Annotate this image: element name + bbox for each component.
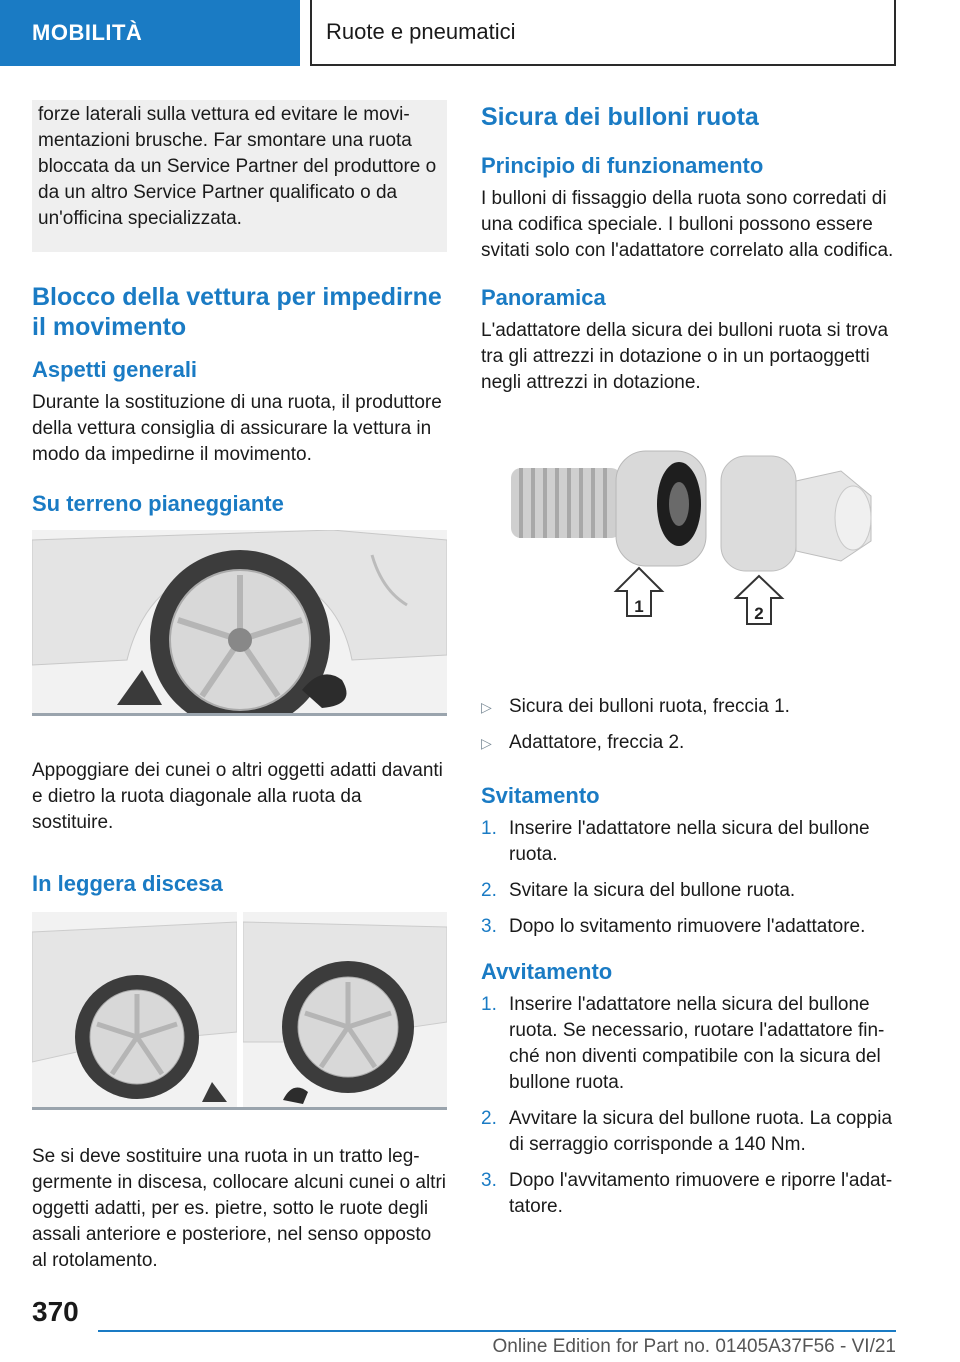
car-front-wheel-slope-image <box>32 912 237 1107</box>
list-item <box>481 992 896 1096</box>
heading-overview: Panoramica <box>481 285 606 310</box>
section-tab <box>0 0 300 66</box>
wheel-bolt-adapter-image <box>481 446 896 636</box>
note-box <box>32 100 447 252</box>
chapter-label: Ruote e pneumatici <box>326 19 516 44</box>
slope-illustration <box>32 912 447 1110</box>
unscrewing-steps <box>481 816 896 940</box>
text-flat-ground: Appoggiare dei cunei o altri oggetti adatti davanti e dietro la ruota diagonale alla ruota da sostituire. <box>32 760 443 833</box>
step-number: 1. <box>481 994 497 1015</box>
list-item <box>481 1168 896 1220</box>
step-number: 2. <box>481 880 497 901</box>
section-title-wheel-lock: Sicura dei bulloni ruota <box>481 103 759 131</box>
screwing-steps <box>481 992 896 1220</box>
list-item <box>481 914 896 940</box>
footer-edition: Online Edition for Part no. 01405A37F56 - VI/21 <box>492 1336 896 1357</box>
step-text: Avvitare la sicura del bullone ruota. La coppia di serraggio corrisponde a 140 Nm. <box>509 1108 893 1155</box>
car-rear-wheel-slope-image <box>243 912 447 1107</box>
heading-unscrewing: Svitamento <box>481 783 600 808</box>
car-wheel-chock-image <box>32 530 447 713</box>
page-number: 370 <box>32 1296 79 1327</box>
list-item <box>481 730 896 756</box>
step-text: Svitare la sicura del bullone ruota. <box>509 880 796 901</box>
footer-divider <box>98 1330 896 1332</box>
text-slope: Se si deve sostituire una ruota in un tratto leg- germente in discesa, collocare alcuni cunei o altri oggetti adatti, per es. pietre, sotto le ruote degli assali anteriore e posteriore, nel senso opposto al rotolamento. <box>32 1146 446 1271</box>
text-principle: I bulloni di fissaggio della ruota sono corredati di una codifica speciale. I bulloni possono essere svitati solo con l'adattatore correlato alla codifica. <box>481 188 894 261</box>
list-item <box>481 1106 896 1158</box>
bullet-marker: ▷ <box>481 699 492 715</box>
section-label: MOBILITÀ <box>32 20 143 45</box>
flat-ground-illustration <box>32 530 447 716</box>
list-item <box>481 816 896 868</box>
list-item <box>481 878 896 904</box>
step-text: Dopo lo svitamento rimuovere l'adattatore. <box>509 916 866 937</box>
heading-screwing: Avvitamento <box>481 959 613 984</box>
left-column <box>32 100 447 1274</box>
list-item <box>481 694 896 720</box>
step-text: Inserire l'adattatore nella sicura del bullone ruota. <box>509 818 870 865</box>
heading-slope: In leggera discesa <box>32 871 223 896</box>
step-text: Inserire l'adattatore nella sicura del bullone ruota. Se necessario, ruotare l'adattatore fin- ché non diventi compatibile con la sicura del bullone ruota. <box>509 994 885 1093</box>
chapter-header <box>310 0 896 66</box>
bullet-marker: ▷ <box>481 735 492 751</box>
step-number: 2. <box>481 1108 497 1129</box>
wheel-lock-illustration <box>481 446 896 636</box>
heading-flat-ground: Su terreno pianeggiante <box>32 491 284 516</box>
overview-bullet-list <box>481 694 896 756</box>
heading-principle: Principio di funzionamento <box>481 153 764 178</box>
step-number: 1. <box>481 818 497 839</box>
step-text: Dopo l'avvitamento rimuovere e riporre l'adat- tatore. <box>509 1170 893 1217</box>
text-overview: L'adattatore della sicura dei bulloni ruota si trova tra gli attrezzi in dotazione o in un portaoggetti negli attrezzi in dotazione. <box>481 320 889 393</box>
callout-2-label: 2 <box>754 604 764 623</box>
list-item-text: Sicura dei bulloni ruota, freccia 1. <box>509 696 790 717</box>
note-text: forze laterali sulla vettura ed evitare le movi- mentazioni brusche. Far smontare una ruota bloccata da un Service Partner del produttore o da un altro Service Partner qualificato o da un'officina specializzata. <box>38 104 437 229</box>
callout-1-label: 1 <box>634 597 644 616</box>
right-column <box>481 100 896 1230</box>
step-number: 3. <box>481 916 497 937</box>
section-title-blocking: Blocco della vettura per impedirne il movimento <box>32 283 442 341</box>
list-item-text: Adattatore, freccia 2. <box>509 732 685 753</box>
text-general: Durante la sostituzione di una ruota, il produttore della vettura consiglia di assicurare la vettura in modo da impedirne il movimento. <box>32 392 442 465</box>
heading-general: Aspetti generali <box>32 357 198 382</box>
step-number: 3. <box>481 1170 497 1191</box>
